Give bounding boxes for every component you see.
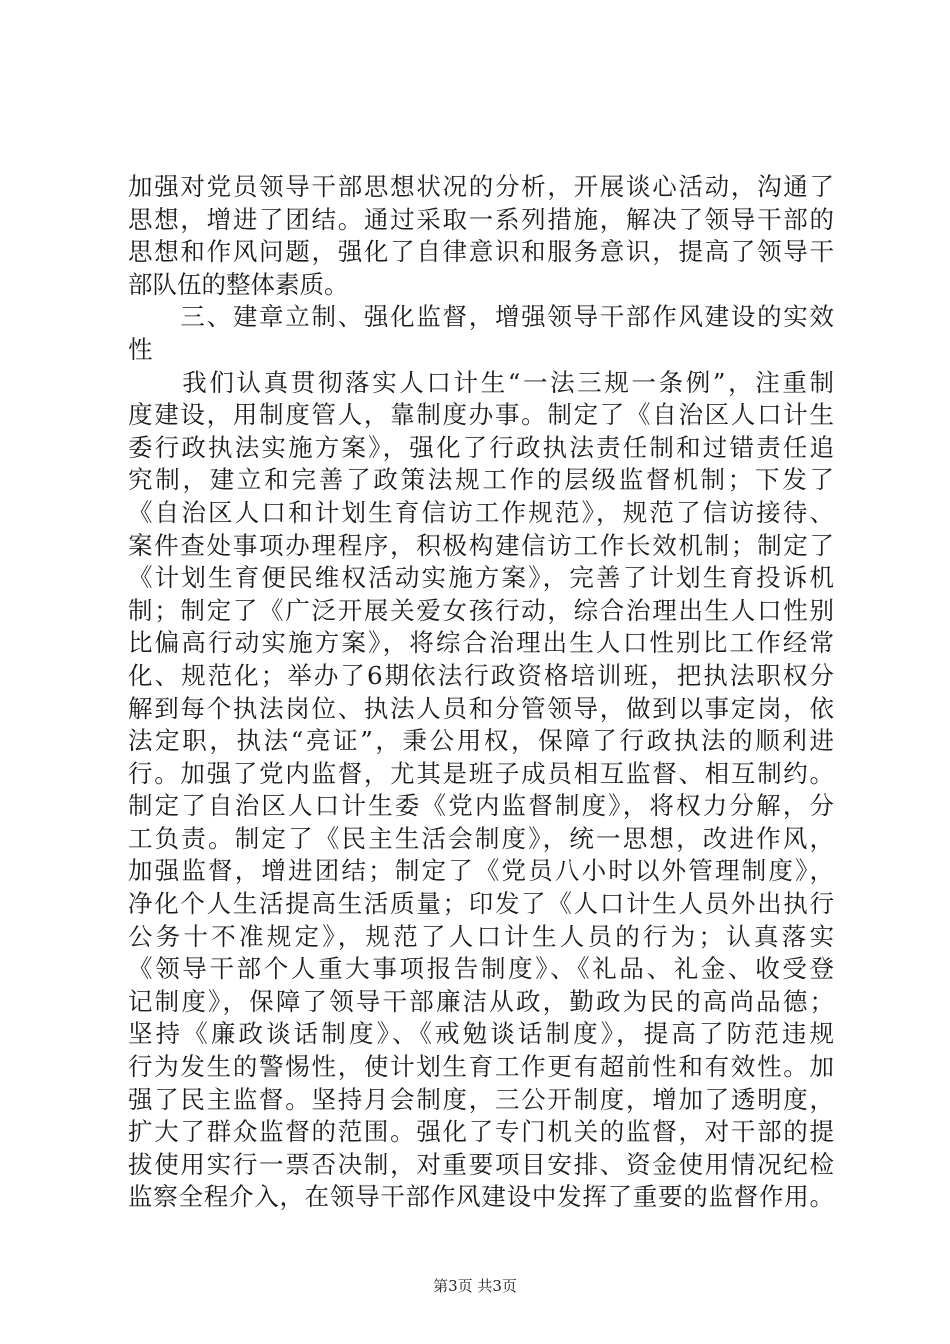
text-line: 坚持《廉政谈话制度》、《戒勉谈话制度》，提高了防范违规 xyxy=(128,1019,834,1049)
text-line: 比偏高行动实施方案》，将综合治理出生人口性别比工作经常 xyxy=(128,628,834,658)
text-line: 部队伍的整体素质。 xyxy=(128,269,349,299)
text-line: 化、规范化；举办了6期依法行政资格培训班，把执法职权分 xyxy=(128,660,834,690)
text-line: 制定了自治区人口计生委《党内监督制度》，将权力分解，分 xyxy=(128,791,834,821)
text-line: 拔使用实行一票否决制，对重要项目安排、资金使用情况纪检 xyxy=(128,1149,834,1179)
text-line: 三、建章立制、强化监督，增强领导干部作风建设的实效 xyxy=(128,302,834,332)
text-line: 委行政执法实施方案》，强化了行政执法责任制和过错责任追 xyxy=(128,432,834,462)
text-line: 记制度》，保障了领导干部廉洁从政，勤政为民的高尚品德； xyxy=(128,986,834,1016)
text-line: 强了民主监督。坚持月会制度，三公开制度，增加了透明度， xyxy=(128,1084,834,1114)
text-line: 行为发生的警惕性，使计划生育工作更有超前性和有效性。加 xyxy=(128,1052,834,1082)
text-line: 思想，增进了团结。通过采取一系列措施，解决了领导干部的 xyxy=(128,204,834,234)
text-line: 净化个人生活提高生活质量；印发了《人口计生人员外出执行 xyxy=(128,889,834,919)
text-line: 度建设，用制度管人，靠制度办事。制定了《自治区人口计生 xyxy=(128,400,834,430)
text-line: 性 xyxy=(128,334,153,364)
text-line: 加强监督，增进团结；制定了《党员八小时以外管理制度》， xyxy=(128,856,834,886)
text-line: 行。加强了党内监督，尤其是班子成员相互监督、相互制约。 xyxy=(128,758,834,788)
text-line: 加强对党员领导干部思想状况的分析，开展谈心活动，沟通了 xyxy=(128,172,834,201)
text-line: 法定职，执法“亮证”，秉公用权，保障了行政执法的顺利进 xyxy=(128,726,834,756)
text-line: 《自治区人口和计划生育信访工作规范》，规范了信访接待、 xyxy=(128,497,834,527)
text-line: 究制，建立和完善了政策法规工作的层级监督机制；下发了 xyxy=(128,465,834,495)
text-line: 《领导干部个人重大事项报告制度》、《礼品、礼金、收受登 xyxy=(128,954,834,984)
page-footer: 第3页 共3页 xyxy=(433,1277,517,1295)
text-line: 监察全程介入，在领导干部作风建设中发挥了重要的监督作用。 xyxy=(128,1182,834,1212)
body-text xyxy=(128,171,834,1214)
text-line: 工负责。制定了《民主生活会制度》，统一思想，改进作风， xyxy=(128,823,834,853)
text-line: 案件查处事项办理程序，积极构建信访工作长效机制；制定了 xyxy=(128,530,834,560)
text-line: 解到每个执法岗位、执法人员和分管领导，做到以事定岗，依 xyxy=(128,693,834,723)
text-line: 扩大了群众监督的范围。强化了专门机关的监督，对干部的提 xyxy=(128,1117,834,1147)
text-line: 公务十不准规定》，规范了人口计生人员的行为；认真落实 xyxy=(128,921,834,951)
text-line: 《计划生育便民维权活动实施方案》，完善了计划生育投诉机 xyxy=(128,563,834,593)
text-line: 我们认真贯彻落实人口计生“一法三规一条例”，注重制 xyxy=(128,367,834,397)
text-line: 制；制定了《广泛开展关爱女孩行动，综合治理出生人口性别 xyxy=(128,595,834,625)
text-line: 思想和作风问题，强化了自律意识和服务意识，提高了领导干 xyxy=(128,237,834,267)
